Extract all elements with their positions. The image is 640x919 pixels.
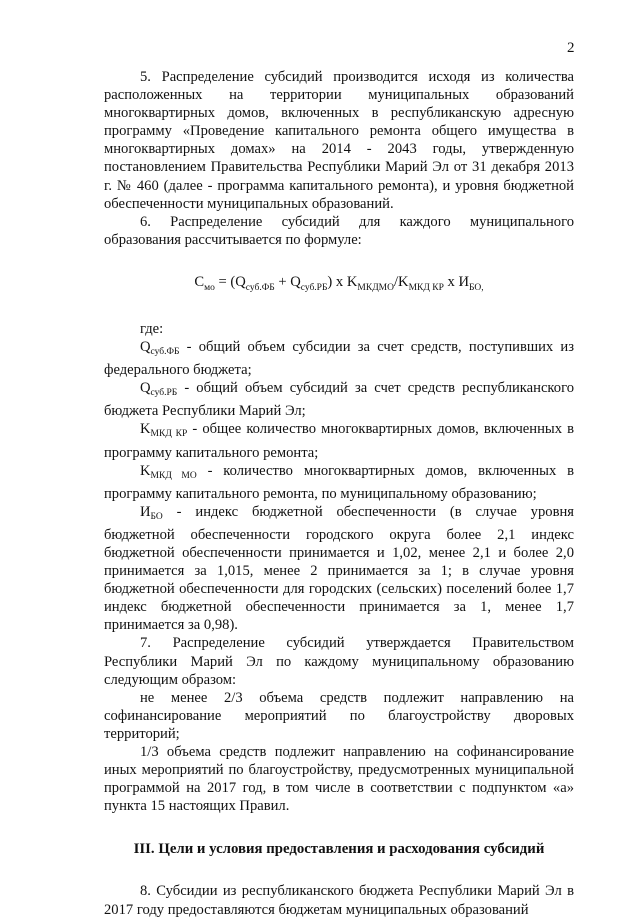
paragraph-6: 6. Распределение субсидий для каждого муниципального образования рассчитывается по формуле: [104, 213, 574, 248]
formula-c: C [194, 273, 205, 290]
document-body [104, 68, 574, 919]
def-text: - индекс бюджетной обеспеченности (в случае уровня бюджетной обеспеченности городского округа более 2,1 индекс бюджетной обеспеченности принимается и 1,02, менее 2,1 и более 2,0 принимается за 1,015, менее 2 принимается за 1; в случае уровня бюджетной обеспеченности для городских (сельских) поселений более 1,7 индекс бюджетной обеспеченности принимается за 1, менее 1,7 принимается за 0,98). [104, 503, 574, 634]
def-symbol: K [140, 462, 151, 479]
formula [104, 273, 574, 297]
paragraph-5: 5. Распределение субсидий производится исходя из количества расположенных на территории муниципальных образований многоквартирных домов, включенных в республиканскую адресную программу «Проведение капитального ремонта общего имущества в многоквартирных домах» на 2014 - 2043 годы, утвержденную постановлением Правительства Республики Марий Эл от 31 декабря 2013 г. № 460 (далее - программа капитального ремонта), и уровня бюджетной обеспеченности муниципальных образований. [104, 69, 574, 212]
def-subscript: БО [150, 511, 163, 522]
paragraph-7-item-2: 1/3 объема средств подлежит направлению на софинансирование иных мероприятий по благоустройству, предусмотренных муниципальной программой на 2017 год, в том числе в соответствии с подпунктом «а» пункта 15 настоящих Правил. [104, 744, 574, 815]
formula-eq-open: = (Q [214, 273, 246, 290]
paragraph-8: 8. Субсидии из республиканского бюджета Республики Марий Эл в 2017 году предоставляются бюджетам муниципальных образований [104, 883, 574, 918]
def-subscript: МКД МО [150, 470, 197, 481]
formula-close-k: ) х K [327, 273, 358, 290]
def-text: - общий объем субсидии за счет средств, поступивших из федерального бюджета; [104, 339, 574, 379]
def-subscript: суб.РБ [150, 388, 178, 399]
formula-plus-q: + Q [274, 273, 301, 290]
formula-x-i: х И [443, 273, 469, 290]
formula-q2-sub: суб.РБ [300, 282, 328, 293]
def-symbol: K [140, 421, 151, 438]
definition-k-mo [104, 462, 574, 503]
def-symbol: Q [140, 380, 151, 397]
def-text: - количество многоквартирных домов, включенных в программу капитального ремонта, по муниципальному образованию; [104, 462, 574, 502]
def-subscript: МКД КР [150, 429, 188, 440]
definition-q-fb [104, 338, 574, 379]
definition-q-rb [104, 379, 574, 420]
paragraph-7: 7. Распределение субсидий утверждается Правительством Республики Марий Эл по каждому муниципальному образованию следующим образом: [104, 635, 574, 688]
formula-k1-sub: МКДМО [357, 282, 394, 293]
formula-i-sub: БО, [469, 282, 484, 293]
def-symbol: И [140, 503, 151, 520]
def-symbol: Q [140, 339, 151, 356]
definition-k-kr [104, 420, 574, 461]
paragraph-7-item-1: не менее 2/3 объема средств подлежит направлению на софинансирование мероприятий по благоустройству дворовых территорий; [104, 689, 574, 742]
formula-k2-sub: МКД КР [408, 282, 444, 293]
def-subscript: суб.ФБ [150, 347, 180, 358]
section-heading: III. Цели и условия предоставления и расходования субсидий [133, 841, 545, 858]
formula-q1-sub: суб.ФБ [245, 282, 275, 293]
def-text: - общий объем субсидий за счет средств республиканского бюджета Республики Марий Эл; [104, 380, 574, 420]
definition-i-bo [104, 503, 574, 635]
page-number: 2 [567, 40, 575, 56]
formula-slash-k: /K [394, 273, 409, 290]
where-label: где: [140, 320, 164, 337]
def-text: - общее количество многоквартирных домов, включенных в программу капитального ремонта; [104, 421, 574, 461]
formula-c-sub: мо [204, 282, 215, 293]
